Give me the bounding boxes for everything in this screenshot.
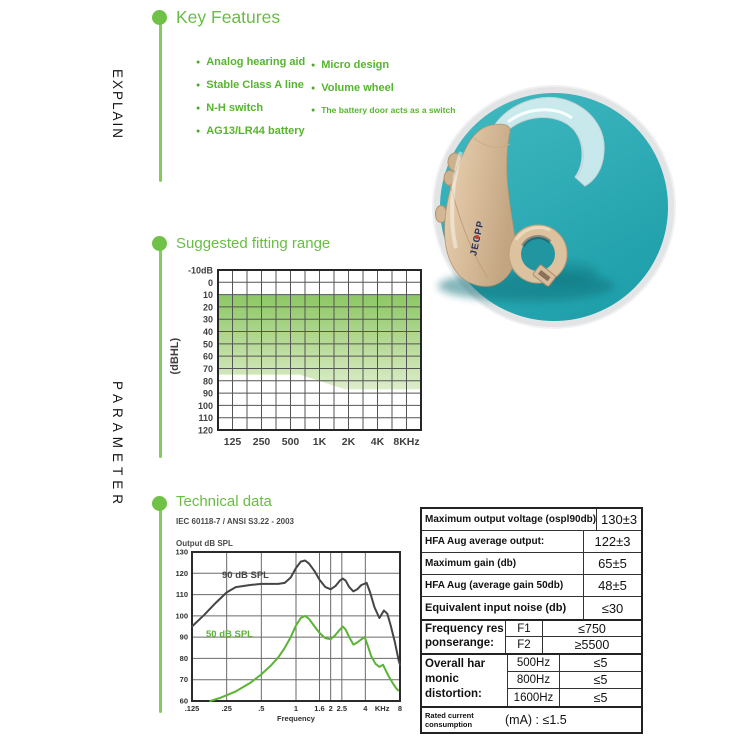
spec-label-line: Rated current	[425, 711, 474, 720]
spec-value: (mA) : ≤1.5	[505, 713, 567, 727]
timeline-dot-icon	[152, 496, 167, 511]
svg-text:(dBHL): (dBHL)	[169, 337, 181, 375]
spec-key: F2	[505, 637, 543, 653]
spec-value: ≥5500	[574, 638, 610, 652]
spec-value: 65±5	[583, 553, 641, 574]
spec-label: HFA Aug average output:	[425, 536, 545, 547]
svg-text:KHz: KHz	[374, 704, 390, 713]
feature-item	[196, 102, 305, 125]
svg-text:100: 100	[175, 611, 188, 621]
timeline-line	[159, 503, 162, 713]
svg-text:110: 110	[175, 590, 188, 600]
svg-text:.25: .25	[221, 704, 232, 713]
svg-text:130: 130	[175, 547, 188, 557]
svg-text:.5: .5	[258, 704, 265, 713]
table-row	[422, 553, 641, 575]
svg-text:90: 90	[179, 632, 188, 642]
svg-text:Output dB SPL: Output dB SPL	[176, 539, 233, 548]
spec-value: ≤750	[543, 621, 641, 637]
features-column-1	[196, 56, 305, 148]
svg-text:2.5: 2.5	[336, 704, 348, 713]
product-photo	[428, 80, 680, 332]
feature-label: N-H switch	[206, 102, 264, 114]
svg-text:10: 10	[202, 290, 213, 301]
svg-text:110: 110	[198, 413, 213, 424]
table-row	[422, 531, 641, 553]
feature-item	[196, 56, 305, 79]
spec-value: ≤5	[593, 690, 608, 705]
section-title-technical-data: Technical data	[176, 493, 272, 510]
spec-label: Maximum output voltage (ospl90db)	[425, 514, 597, 525]
feature-item	[311, 59, 455, 82]
svg-text:120: 120	[175, 568, 188, 578]
bullet-icon: ●	[196, 82, 201, 89]
side-label-explain: EXPLAIN	[110, 69, 125, 141]
svg-text:20: 20	[202, 302, 213, 313]
spec-key: 1600Hz	[507, 689, 560, 706]
spec-label-line: Overall har	[425, 658, 486, 670]
feature-label: Analog hearing aid	[206, 56, 306, 68]
bullet-icon: ●	[196, 128, 201, 135]
svg-text:1K: 1K	[312, 436, 327, 448]
spec-key: 800Hz	[507, 672, 560, 689]
distortion-rows	[422, 653, 641, 706]
svg-text:4K: 4K	[370, 436, 385, 448]
section-title-key-features: Key Features	[176, 7, 281, 27]
svg-text:70: 70	[179, 675, 188, 685]
spec-label-line: monic	[425, 673, 459, 685]
spec-label-line: ponserange:	[425, 637, 495, 649]
svg-text:-10dB: -10dB	[187, 265, 213, 276]
spec-table	[420, 507, 643, 734]
curve-label: 90 dB SPL	[222, 570, 269, 581]
spec-label-line: consumption	[425, 720, 473, 729]
bullet-icon: ●	[311, 85, 316, 92]
svg-text:.125: .125	[184, 704, 200, 713]
spec-label-line: distortion:	[425, 688, 482, 700]
brand-logo-dot-icon	[475, 235, 479, 239]
svg-text:120: 120	[197, 425, 213, 436]
spec-label	[422, 621, 505, 653]
feature-label: Stable Class A line	[206, 79, 304, 91]
svg-text:500: 500	[281, 436, 300, 448]
output-spl-chart	[166, 510, 416, 728]
svg-text:1.6: 1.6	[314, 704, 325, 713]
frequency-response-rows	[422, 619, 641, 653]
table-row	[422, 575, 641, 597]
timeline-line	[159, 243, 162, 458]
table-row	[422, 597, 641, 619]
svg-text:90: 90	[202, 388, 213, 399]
timeline-line	[159, 18, 162, 182]
svg-text:70: 70	[202, 363, 213, 374]
spec-label: Maximum gain (db)	[425, 558, 517, 569]
bullet-icon: ●	[196, 59, 201, 66]
spec-value: ≤5	[560, 655, 641, 672]
bullet-icon: ●	[311, 107, 316, 114]
svg-text:50: 50	[202, 339, 213, 350]
fitting-range-chart	[168, 262, 424, 450]
spec-value: 122±3	[583, 531, 641, 552]
spec-label-line: Frequency res	[425, 623, 504, 635]
svg-text:2: 2	[328, 704, 333, 713]
svg-text:60: 60	[202, 351, 213, 362]
spec-label	[422, 655, 507, 706]
svg-text:30: 30	[202, 314, 213, 325]
spec-key: 500Hz	[507, 655, 560, 672]
curve-label: 50 dB SPL	[206, 629, 253, 640]
svg-text:40: 40	[202, 327, 213, 338]
feature-label: Micro design	[321, 59, 390, 71]
timeline-dot-icon	[152, 10, 167, 25]
svg-text:250: 250	[252, 436, 271, 448]
svg-text:8KHz: 8KHz	[393, 436, 420, 448]
bullet-icon: ●	[196, 105, 201, 112]
spec-label: Equivalent input noise (db)	[425, 602, 567, 614]
table-row	[422, 509, 641, 531]
spec-value: 130±3	[596, 509, 641, 530]
svg-text:60: 60	[179, 696, 188, 706]
timeline-dot-icon	[152, 236, 167, 251]
svg-text:Frequency: Frequency	[277, 714, 315, 723]
svg-text:80: 80	[179, 653, 188, 663]
svg-text:0: 0	[207, 277, 213, 288]
svg-text:100: 100	[197, 400, 213, 411]
bullet-icon: ●	[311, 62, 316, 69]
svg-text:2K: 2K	[341, 436, 356, 448]
spec-value: ≤5	[560, 672, 641, 689]
feature-label: AG13/LR44 battery	[206, 125, 305, 137]
svg-text:1: 1	[293, 704, 299, 713]
svg-text:80: 80	[202, 376, 213, 387]
feature-label: Volume wheel	[321, 82, 394, 94]
feature-item	[196, 79, 305, 102]
spec-value: 48±5	[583, 575, 641, 596]
section-title-fitting-range: Suggested fitting range	[176, 235, 331, 252]
rated-current-row	[422, 706, 641, 732]
svg-text:8: 8	[397, 704, 403, 713]
spec-value: ≤30	[583, 597, 641, 619]
feature-label: The battery door acts as a switch	[321, 105, 456, 115]
svg-text:125: 125	[223, 436, 242, 448]
spec-label	[422, 711, 503, 729]
svg-text:IEC 60118-7 / ANSI S3.22 - 200: IEC 60118-7 / ANSI S3.22 - 2003	[176, 517, 294, 526]
svg-text:4: 4	[363, 704, 368, 713]
side-label-parameter: PARAMETER	[110, 381, 125, 510]
spec-key: F1	[505, 621, 543, 637]
spec-label: HFA Aug (average gain 50db)	[425, 580, 564, 591]
feature-item	[196, 125, 305, 148]
